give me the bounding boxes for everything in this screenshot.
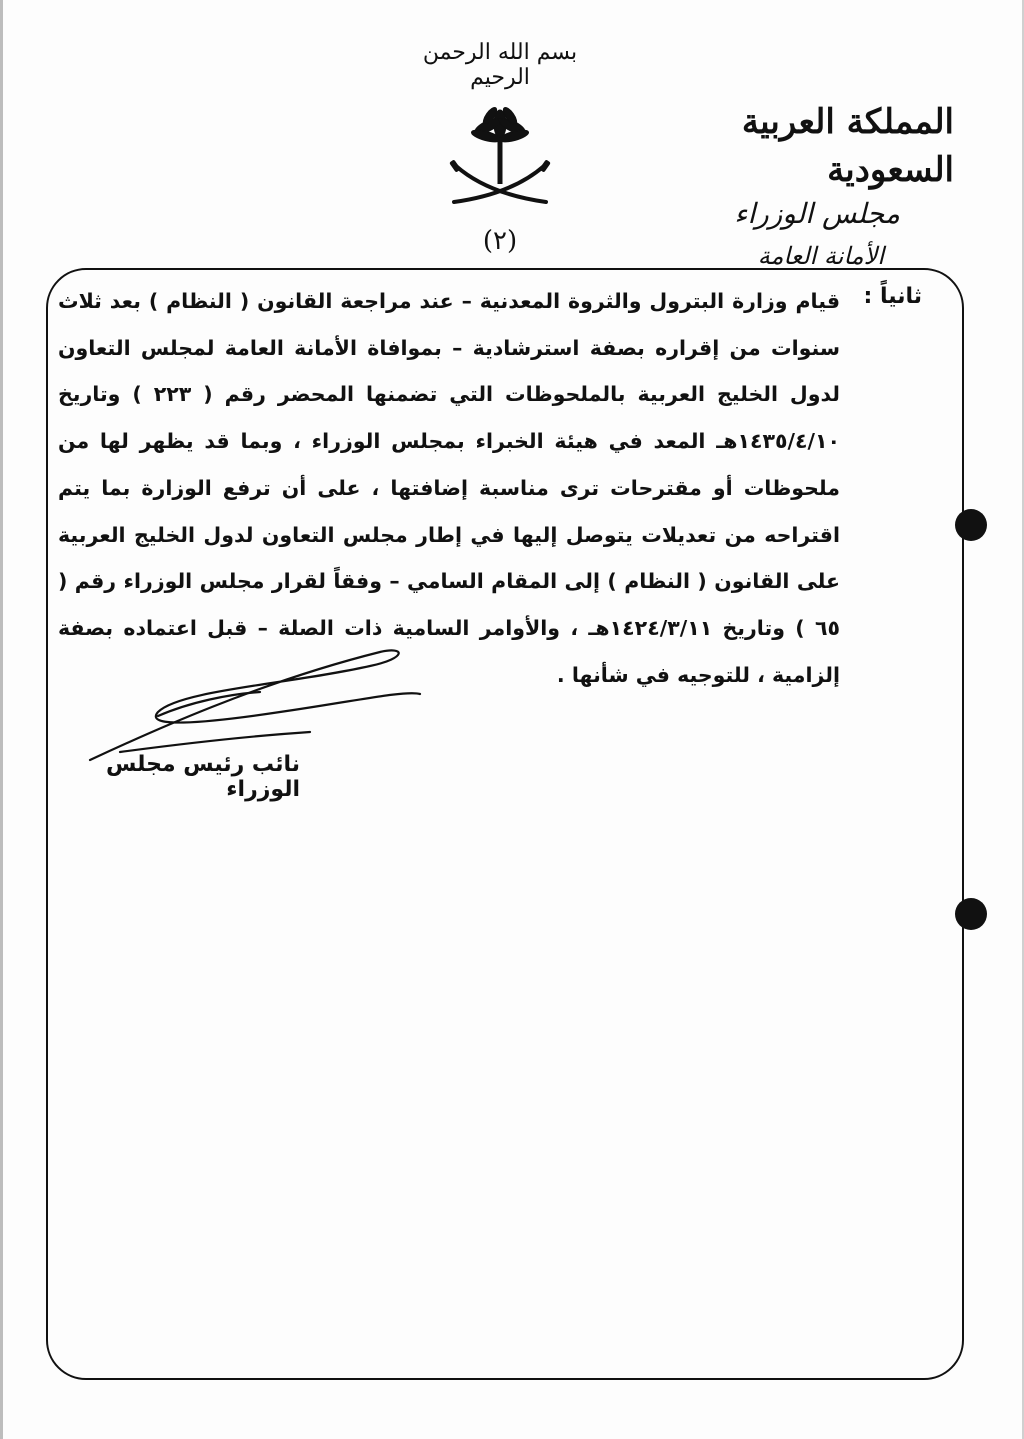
secretariat-title: الأمانة العامة [757,242,884,270]
clause-label: ثانياً : [863,284,922,309]
punch-hole [955,898,987,930]
signer-title: نائب رئيس مجلس الوزراء [106,752,300,802]
kingdom-title: المملكة العربية السعودية [741,102,954,190]
basmala: بسم الله الرحمن الرحيم [422,40,578,90]
page-number: (٢) [482,226,518,256]
clause-text: قيام وزارة البترول والثروة المعدنية – عند مراجعة القانون ( النظام ) بعد ثلاث سنوات من إقراره بصفة استرشادية – بموافاة الأمانة العامة لمجلس التعاون لدول الخليج العربية بالملحوظات التي تضمنها المحضر رقم ( ٢٢٣ ) وتاريخ ١٤٣٥/٤/١٠هـ المعد في هيئة الخبراء بمجلس الوزراء ، وبما قد يظهر لها من ملحوظات أو مقترحات ترى مناسبة إضافتها ، على أن ترفع الوزارة بما يتم اقتراحه من تعديلات يتوصل إليها في إطار مجلس التعاون لدول الخليج العربية على القانون ( النظام ) إلى المقام السامي – وفقاً لقرار مجلس الوزراء رقم ( ٦٥ ) وتاريخ ١٤٢٤/٣/١١هـ ، والأوامر السامية ذات الصلة – قبل اعتماده بصفة إلزامية ، للتوجيه في شأنها . [58,289,841,687]
punch-hole [955,509,987,541]
letterhead [650,98,960,278]
saudi-emblem-icon [448,102,552,220]
council-title: مجلس الوزراء [734,197,900,230]
scan-edge-left [0,0,3,1439]
